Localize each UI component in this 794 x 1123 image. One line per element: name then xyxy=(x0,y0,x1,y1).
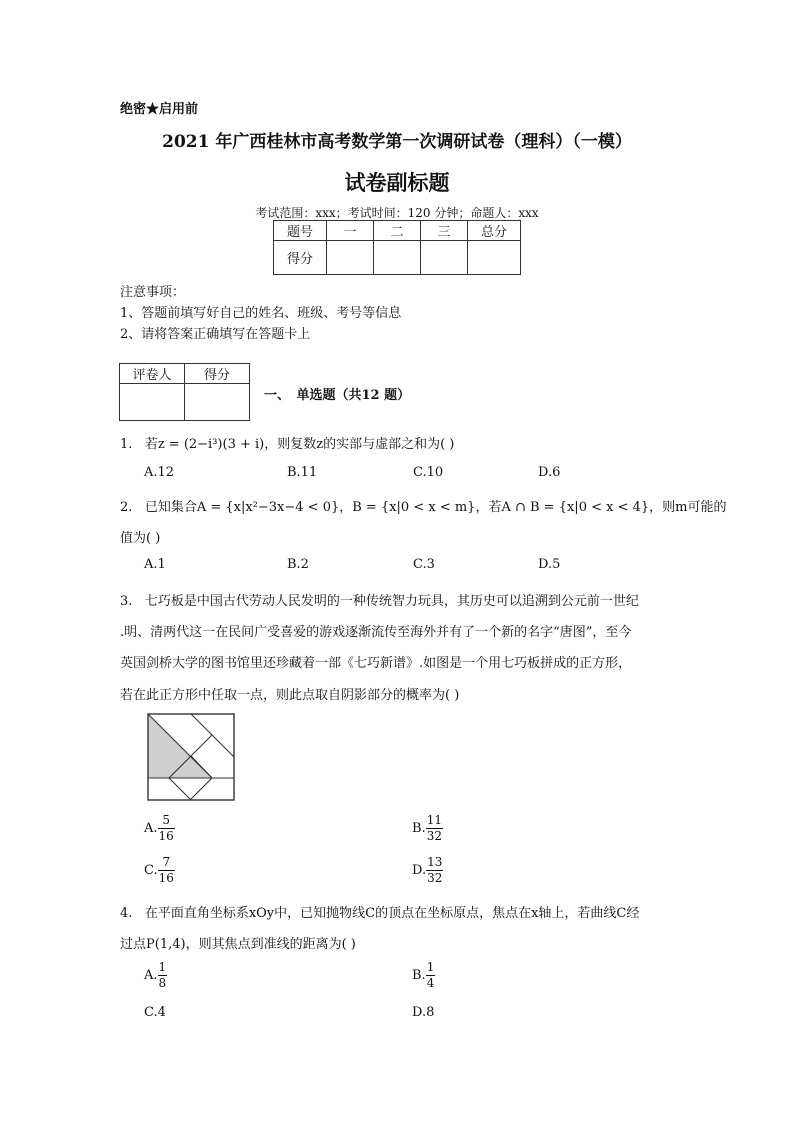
option-b: B. $\frac{1}{4}$ xyxy=(412,960,435,990)
question-text: 在平面直角坐标系xOy中，已知抛物线C的顶点在坐标原点，焦点在x轴上，若曲线C经 xyxy=(144,906,640,921)
grader-header-cell: 得分 xyxy=(185,364,250,384)
fraction: $\frac{11}{32}$ xyxy=(426,813,442,843)
score-cell xyxy=(421,241,468,275)
question-number: 3. xyxy=(120,594,133,609)
section-title: 一、 单选题（共12 题） xyxy=(264,388,411,403)
grader-cell xyxy=(185,384,250,421)
secret-label: 绝密★启用前 xyxy=(120,102,199,117)
notes-item: 2、请将答案正确填写在答题卡上 xyxy=(120,327,311,342)
option-c: C. $\frac{7}{16}$ xyxy=(144,855,174,885)
option-c: C.3 xyxy=(413,557,435,572)
notes-item: 1、答题前填写好自己的姓名、班级、考号等信息 xyxy=(120,306,402,321)
option-d: D.8 xyxy=(412,1005,435,1020)
question-number: 4. xyxy=(120,906,133,921)
fraction: $\frac{5}{16}$ xyxy=(158,813,174,843)
notes-heading: 注意事项： xyxy=(120,285,186,300)
question-1 xyxy=(120,433,454,452)
grader-header-cell: 评卷人 xyxy=(120,364,185,384)
exam-title: 2021 年广西桂林市高考数学第一次调研试卷（理科）（一模） xyxy=(162,132,632,152)
option-b: B. $\frac{11}{32}$ xyxy=(412,813,442,843)
option-c: C.4 xyxy=(144,1005,166,1020)
grader-table xyxy=(119,363,250,421)
question-text-cont: 英国剑桥大学的图书馆里还珍藏着一部《七巧新谱》.如图是一个用七巧板拼成的正方形， xyxy=(120,656,632,671)
fraction: $\frac{1}{8}$ xyxy=(158,960,167,990)
question-number: 1. xyxy=(120,437,133,452)
option-a: A. $\frac{5}{16}$ xyxy=(144,813,174,843)
option-d: D. $\frac{13}{32}$ xyxy=(412,855,443,885)
question-number: 2. xyxy=(120,500,133,515)
score-row-label: 得分 xyxy=(274,241,327,275)
question-text: 七巧板是中国古代劳动人民发明的一种传统智力玩具，其历史可以追溯到公元前一世纪 xyxy=(144,594,639,609)
option-a: A.12 xyxy=(144,465,175,480)
fraction: $\frac{7}{16}$ xyxy=(158,855,174,885)
score-header-cell: 题号 xyxy=(274,221,327,241)
option-b: B.2 xyxy=(287,557,309,572)
question-text-cont: 过点P(1,4)，则其焦点到准线的距离为( ) xyxy=(120,937,356,952)
question-2 xyxy=(120,496,726,515)
option-a: A. $\frac{1}{8}$ xyxy=(144,960,167,990)
fraction: $\frac{1}{4}$ xyxy=(426,960,435,990)
grader-cell xyxy=(120,384,185,421)
score-cell xyxy=(468,241,521,275)
exam-info: 考试范围：xxx；考试时间：120 分钟；命题人：xxx xyxy=(255,206,539,220)
option-c: C.10 xyxy=(413,465,444,480)
option-d: D.6 xyxy=(538,465,561,480)
tangram-figure xyxy=(147,713,235,801)
score-header-cell: 三 xyxy=(421,221,468,241)
score-cell xyxy=(374,241,421,275)
question-text: 若z = (2−i³)(3 + i)，则复数z的实部与虚部之和为( ) xyxy=(144,437,455,452)
question-4 xyxy=(120,902,639,921)
score-header-cell: 一 xyxy=(327,221,374,241)
score-header-cell: 二 xyxy=(374,221,421,241)
option-a: A.1 xyxy=(144,557,166,572)
question-text-cont: 若在此正方形中任取一点，则此点取自阴影部分的概率为( ) xyxy=(120,688,460,703)
score-cell xyxy=(327,241,374,275)
fraction: $\frac{13}{32}$ xyxy=(427,855,443,885)
question-text: 已知集合A = {x|x²−3x−4 < 0}，B = {x|0 < x < m}，若A ∩ B = {x|0 < x < 4}，则m可能的 xyxy=(144,500,727,515)
exam-subtitle: 试卷副标题 xyxy=(344,170,450,195)
question-text-cont: 值为( ) xyxy=(120,531,161,546)
option-b: B.11 xyxy=(287,465,318,480)
question-3 xyxy=(120,590,639,609)
score-table xyxy=(273,220,521,275)
question-text-cont: .明、清两代这一在民间广受喜爱的游戏逐渐流传至海外并有了一个新的名字“唐图”，至今 xyxy=(120,625,632,640)
score-header-cell: 总分 xyxy=(468,221,521,241)
option-d: D.5 xyxy=(538,557,561,572)
